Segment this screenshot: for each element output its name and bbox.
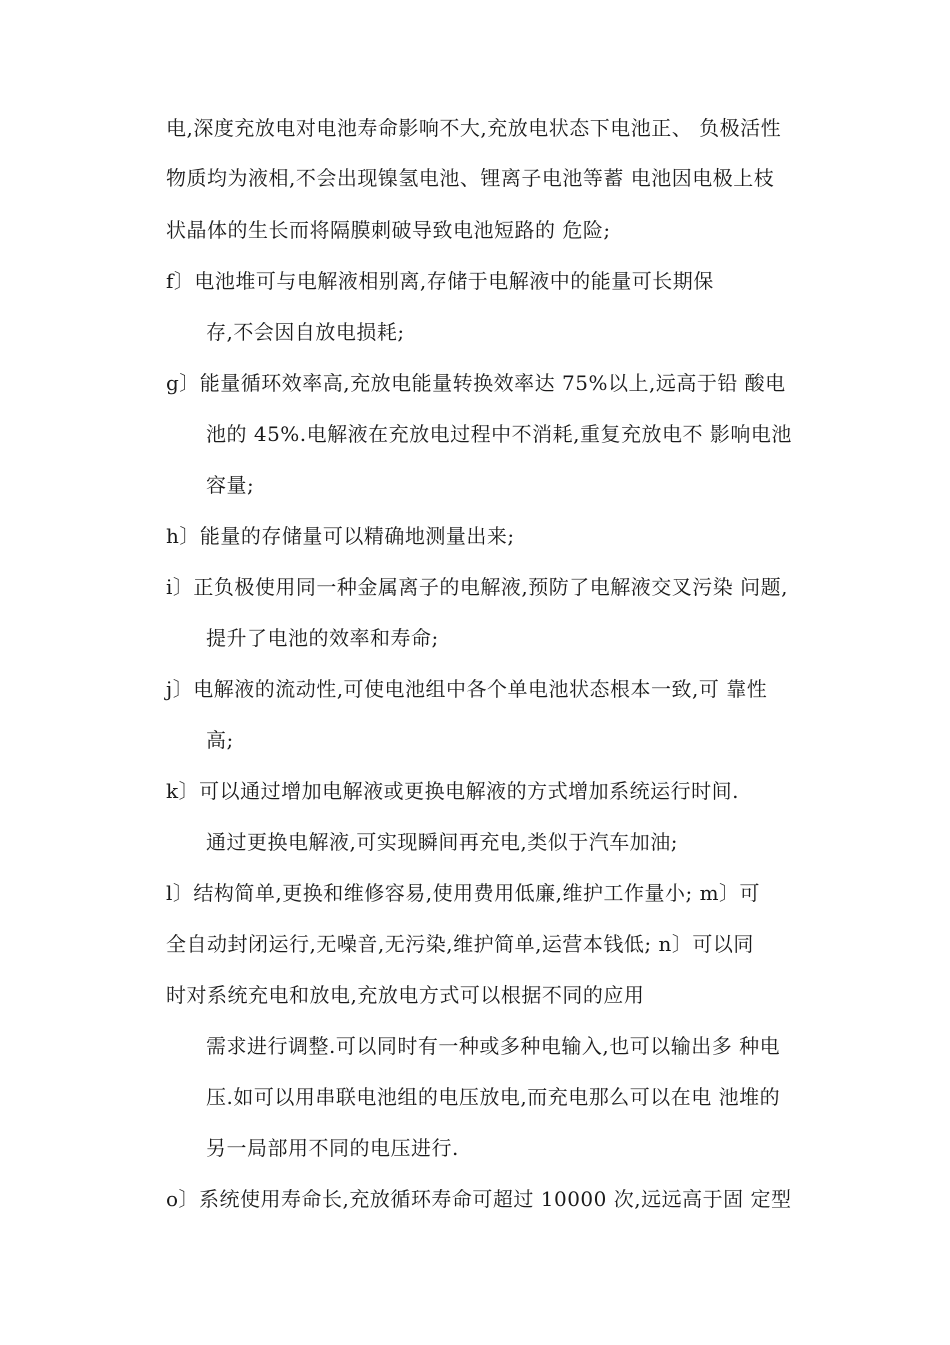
list-item-m-n: 全自动封闭运行,无噪音,无污染,维护简单,运营本钱低; n〕可以同 [166, 932, 754, 956]
list-item-k: k〕可以通过增加电解液或更换电解液的方式增加系统运行时间. [166, 779, 739, 803]
list-item-k-continued: 通过更换电解液,可实现瞬间再充电,类似于汽车加油; [206, 830, 678, 854]
list-item-j: j〕电解液的流动性,可使电池组中各个单电池状态根本一致,可 靠性 [166, 677, 768, 701]
list-item-n-continued-3: 压.如可以用串联电池组的电压放电,而充电那么可以在电 池堆的 [206, 1085, 781, 1109]
list-item-n-continued-4: 另一局部用不同的电压进行. [206, 1136, 459, 1160]
list-item-o: o〕系统使用寿命长,充放循环寿命可超过 10000 次,远远高于固 定型 [166, 1187, 792, 1211]
list-item-h: h〕能量的存储量可以精确地测量出来; [166, 524, 515, 548]
list-item-i-continued: 提升了电池的效率和寿命; [206, 626, 439, 650]
list-item-l-m: l〕结构简单,更换和维修容易,使用费用低廉,维护工作量小; m〕可 [166, 881, 761, 905]
list-item-g: g〕能量循环效率高,充放电能量转换效率达 75%以上,远高于铅 酸电 [166, 371, 786, 395]
list-item-n-continued-1: 时对系统充电和放电,充放电方式可以根据不同的应用 [166, 983, 645, 1007]
list-item-f: f〕电池堆可与电解液相别离,存储于电解液中的能量可长期保 [166, 269, 714, 293]
list-item-g-continued-2: 容量; [206, 473, 255, 497]
list-item-g-continued-1: 池的 45%.电解液在充放电过程中不消耗,重复充放电不 影响电池 [206, 422, 792, 446]
list-item-j-continued: 高; [206, 728, 234, 752]
list-item-f-continued: 存,不会因自放电损耗; [206, 320, 405, 344]
list-item-n-continued-2: 需求进行调整.可以同时有一种或多种电输入,也可以输出多 种电 [206, 1034, 781, 1058]
list-item-i: i〕正负极使用同一种金属离子的电解液,预防了电解液交叉污染 问题, [166, 575, 788, 599]
text-line-2: 物质均为液相,不会出现镍氢电池、锂离子电池等蓄 电池因电极上枝 [166, 166, 775, 190]
text-line-3: 状晶体的生长而将隔膜刺破导致电池短路的 危险; [166, 218, 611, 242]
text-line-1: 电,深度充放电对电池寿命影响不大,充放电状态下电池正、 负极活性 [166, 116, 782, 140]
